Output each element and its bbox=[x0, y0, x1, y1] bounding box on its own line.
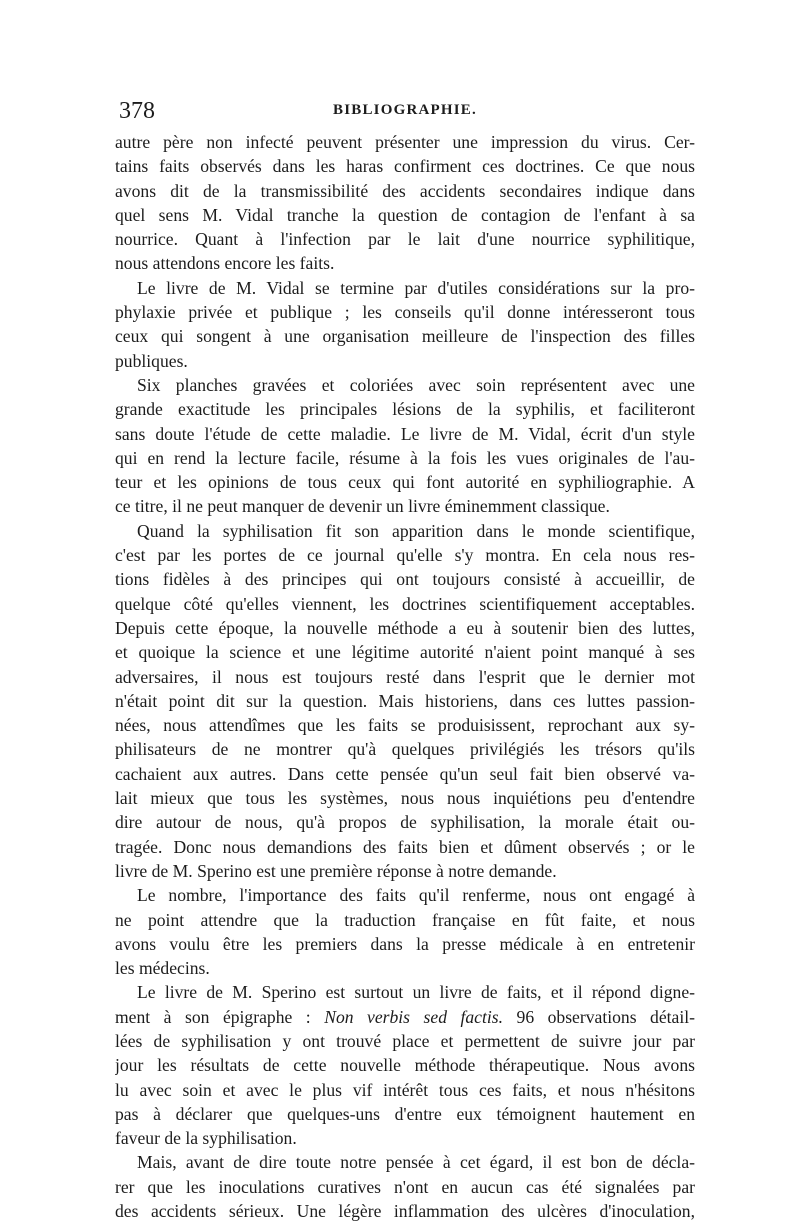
epigraph-italic: Non verbis sed factis. bbox=[324, 1006, 504, 1027]
text-line: Quand la syphilisation fit son apparition dans le monde scientifique, bbox=[137, 520, 695, 541]
text-line: grande exactitude les principales lésions de la syphilis, et faciliteront bbox=[115, 399, 695, 420]
text-line bbox=[115, 1005, 695, 1029]
text-line: qui en rend la lecture facile, résume à la fois les vues originales de l'au- bbox=[115, 447, 695, 468]
text-line: Depuis cette époque, la nouvelle méthode a eu à soutenir bien des luttes, bbox=[115, 617, 695, 638]
text-line: philisateurs de ne montrer qu'à quelques privilégiés les trésors qu'ils bbox=[115, 739, 695, 760]
text-line: tains faits observés dans les haras confirment ces doctrines. Ce que nous bbox=[115, 156, 695, 177]
text-line: Le nombre, l'importance des faits qu'il renferme, nous ont engagé à bbox=[137, 885, 695, 906]
text-segment: 96 observations détail- bbox=[503, 1006, 695, 1027]
text-line: cachaient aux autres. Dans cette pensée qu'un seul fait bien observé va- bbox=[115, 763, 695, 784]
text-line: dire autour de nous, qu'à propos de syphilisation, la morale était ou- bbox=[115, 812, 695, 833]
text-line: lait mieux que tous les systèmes, nous nous inquiétions peu d'entendre bbox=[115, 788, 695, 809]
text-line: des accidents sérieux. Une légère inflammation des ulcères d'inoculation, bbox=[115, 1201, 695, 1222]
body-text bbox=[115, 130, 695, 1223]
text-line: n'était point dit sur la question. Mais historiens, dans ces luttes passion- bbox=[115, 690, 695, 711]
text-line: ce titre, il ne peut manquer de devenir un livre éminemment classique. bbox=[115, 496, 610, 517]
running-title: BIBLIOGRAPHIE. bbox=[333, 102, 477, 118]
text-line: Le livre de M. Sperino est surtout un livre de faits, et il répond digne- bbox=[137, 982, 695, 1003]
text-line: publiques. bbox=[115, 350, 188, 371]
text-line: avons dit de la transmissibilité des accidents secondaires indique dans bbox=[115, 180, 695, 201]
text-line: teur et les opinions de tous ceux qui font autorité en syphiliographie. A bbox=[115, 472, 695, 493]
text-line: nourrice. Quant à l'infection par le lait d'une nourrice syphilitique, bbox=[115, 229, 695, 250]
page-number: 378 bbox=[119, 98, 155, 124]
text-line: Six planches gravées et coloriées avec soin représentent avec une bbox=[137, 374, 695, 395]
text-line: lu avec soin et avec le plus vif intérêt tous ces faits, et nous n'hésitons bbox=[115, 1079, 695, 1100]
text-line: phylaxie privée et publique ; les conseils qu'il donne intéresseront tous bbox=[115, 302, 695, 323]
text-line: c'est par les portes de ce journal qu'elle s'y montra. En cela nous res- bbox=[115, 545, 695, 566]
text-segment: ment à son épigraphe : bbox=[115, 1006, 325, 1027]
text-line: et quoique la science et une légitime autorité n'aient point manqué à ses bbox=[115, 642, 695, 663]
text-line: sans doute l'étude de cette maladie. Le livre de M. Vidal, écrit d'un style bbox=[115, 423, 695, 444]
text-line: faveur de la syphilisation. bbox=[115, 1128, 297, 1149]
text-line: pas à déclarer que quelques-uns d'entre eux témoignent hautement en bbox=[115, 1103, 695, 1124]
text-line: jour les résultats de cette nouvelle méthode thérapeutique. Nous avons bbox=[115, 1055, 695, 1076]
text-line: avons voulu être les premiers dans la presse médicale à en entretenir bbox=[115, 933, 695, 954]
text-line: adversaires, il nous est toujours resté dans l'esprit que le dernier mot bbox=[115, 666, 695, 687]
text-line: tragée. Donc nous demandions des faits bien et dûment observés ; or le bbox=[115, 836, 695, 857]
text-line: tions fidèles à des principes qui ont toujours consisté à accueillir, de bbox=[115, 569, 695, 590]
text-line: quelque côté qu'elles viennent, les doctrines scientifiquement acceptables. bbox=[115, 593, 695, 614]
text-line: Le livre de M. Vidal se termine par d'utiles considérations sur la pro- bbox=[137, 277, 695, 298]
text-line: nous attendons encore les faits. bbox=[115, 253, 335, 274]
text-line: nées, nous attendîmes que les faits se produisissent, reprochant aux sy- bbox=[115, 715, 695, 736]
page-header bbox=[115, 96, 695, 130]
text-line: rer que les inoculations curatives n'ont en aucun cas été signalées par bbox=[115, 1176, 695, 1197]
text-line: lées de syphilisation y ont trouvé place et permettent de suivre jour par bbox=[115, 1030, 695, 1051]
text-line: livre de M. Sperino est une première réponse à notre demande. bbox=[115, 860, 557, 881]
text-line: les médecins. bbox=[115, 958, 210, 979]
text-line: autre père non infecté peuvent présenter une impression du virus. Cer- bbox=[115, 132, 695, 152]
text-line: Mais, avant de dire toute notre pensée à cet égard, il est bon de décla- bbox=[137, 1152, 695, 1173]
text-line: ceux qui songent à une organisation meilleure de l'inspection des filles bbox=[115, 326, 695, 347]
text-line: ne point attendre que la traduction française en fût faite, et nous bbox=[115, 909, 695, 930]
text-line: quel sens M. Vidal tranche la question de contagion de l'enfant à sa bbox=[115, 204, 695, 225]
